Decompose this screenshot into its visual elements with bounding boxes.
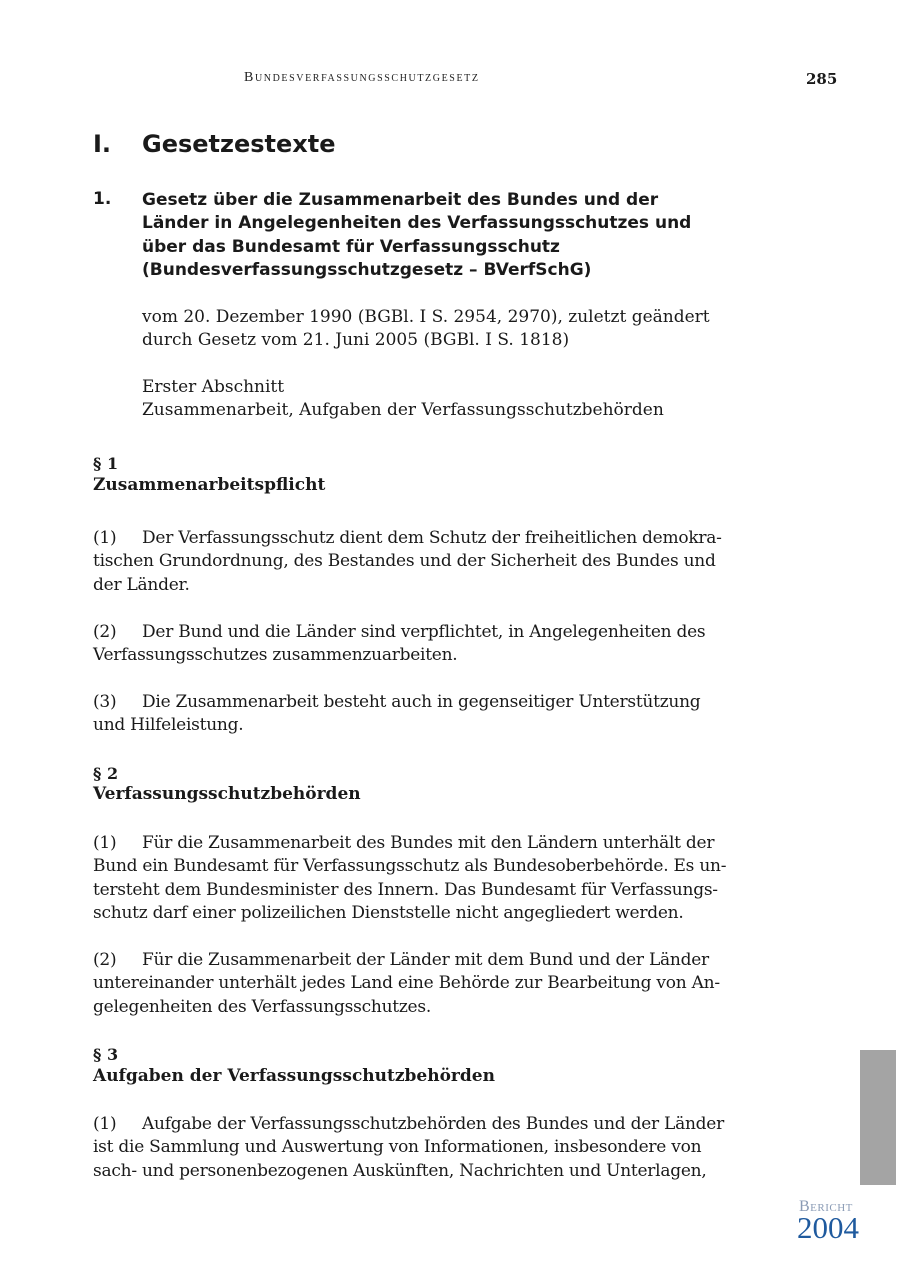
section-title: Verfassungsschutzbehörden xyxy=(93,784,361,804)
law-title-line: (Bundesverfassungsschutzgesetz – BVerfSchG) xyxy=(142,260,592,281)
paragraph-number: (3) xyxy=(93,692,117,712)
paragraph-line: Für die Zusammenarbeit des Bundes mit den Ländern unterhält der xyxy=(142,833,715,853)
division-title: Zusammenarbeit, Aufgaben der Verfassungsschutzbehörden xyxy=(142,400,664,421)
paragraph-number: (1) xyxy=(93,528,117,548)
paragraph-line: Für die Zusammenarbeit der Länder mit dem Bund und der Länder xyxy=(142,950,709,970)
paragraph xyxy=(93,527,722,597)
law-dates-line: durch Gesetz vom 21. Juni 2005 (BGBl. I S. 1818) xyxy=(142,330,570,351)
paragraph-line: ist die Sammlung und Auswertung von Informationen, insbesondere von xyxy=(93,1137,702,1158)
heading2-number: 1. xyxy=(93,189,112,209)
paragraph-line: und Hilfeleistung. xyxy=(93,715,244,736)
division-heading xyxy=(142,376,664,423)
paragraph-line: sach- und personenbezogenen Auskünften, Nachrichten und Unterlagen, xyxy=(93,1160,707,1181)
paragraph-line: untereinander unterhält jedes Land eine Behörde zur Bearbeitung von An- xyxy=(93,973,720,994)
paragraph-number: (1) xyxy=(93,1114,117,1134)
heading1-title: Gesetzestexte xyxy=(142,130,336,158)
paragraph-line: Der Verfassungsschutz dient dem Schutz der freiheitlichen demokra- xyxy=(142,528,722,548)
law-title-line: Länder in Angelegenheiten des Verfassungsschutzes und xyxy=(142,213,692,234)
paragraph-line: gelegenheiten des Verfassungsschutzes. xyxy=(93,996,431,1017)
paragraph-line: der Länder. xyxy=(93,574,190,595)
law-dates-line: vom 20. Dezember 1990 (BGBl. I S. 2954, 2970), zuletzt geändert xyxy=(142,307,710,327)
brand-word: Bericht xyxy=(799,1198,853,1215)
law-title-line: über das Bundesamt für Verfassungsschutz xyxy=(142,236,560,257)
paragraph-line: tersteht dem Bundesminister des Innern. Das Bundesamt für Verfassungs- xyxy=(93,879,718,900)
section-number: § 2 xyxy=(93,764,119,783)
section-title: Aufgaben der Verfassungsschutzbehörden xyxy=(93,1066,495,1086)
brand-year: 2004 xyxy=(797,1210,859,1245)
running-title: Bundesverfassungsschutzgesetz xyxy=(244,70,480,85)
paragraph-line: Verfassungsschutzes zusammenzuarbeiten. xyxy=(93,645,458,666)
division-label: Erster Abschnitt xyxy=(142,377,285,397)
section-title: Zusammenarbeitspflicht xyxy=(93,475,326,495)
chapter-tab-marker xyxy=(860,1050,896,1185)
paragraph-line: Bund ein Bundesamt für Verfassungsschutz als Bundesoberbehörde. Es un- xyxy=(93,856,727,877)
paragraph-number: (2) xyxy=(93,622,117,642)
paragraph-line: Der Bund und die Länder sind verpflichtet, in Angelegenheiten des xyxy=(142,622,706,642)
page-number: 285 xyxy=(806,70,838,88)
law-title-line: Gesetz über die Zusammenarbeit des Bundes und der xyxy=(142,190,659,210)
law-dates xyxy=(142,306,710,353)
paragraph xyxy=(93,949,720,1019)
paragraph-line: Aufgabe der Verfassungsschutzbehörden des Bundes und der Länder xyxy=(142,1114,724,1134)
paragraph xyxy=(93,691,713,738)
heading1-number: I. xyxy=(93,130,112,158)
paragraph-line: tischen Grundordnung, des Bestandes und der Sicherheit des Bundes und xyxy=(93,551,716,572)
paragraph-number: (1) xyxy=(93,833,117,853)
section-number: § 3 xyxy=(93,1045,119,1064)
law-title xyxy=(142,189,702,283)
paragraph xyxy=(93,832,727,926)
paragraph-line: schutz darf einer polizeilichen Dienststelle nicht angegliedert werden. xyxy=(93,903,684,924)
paragraph xyxy=(93,621,713,668)
paragraph xyxy=(93,1113,724,1183)
paragraph-line: Die Zusammenarbeit besteht auch in gegenseitiger Unterstützung xyxy=(142,692,701,712)
section-number: § 1 xyxy=(93,454,119,473)
paragraph-number: (2) xyxy=(93,950,117,970)
